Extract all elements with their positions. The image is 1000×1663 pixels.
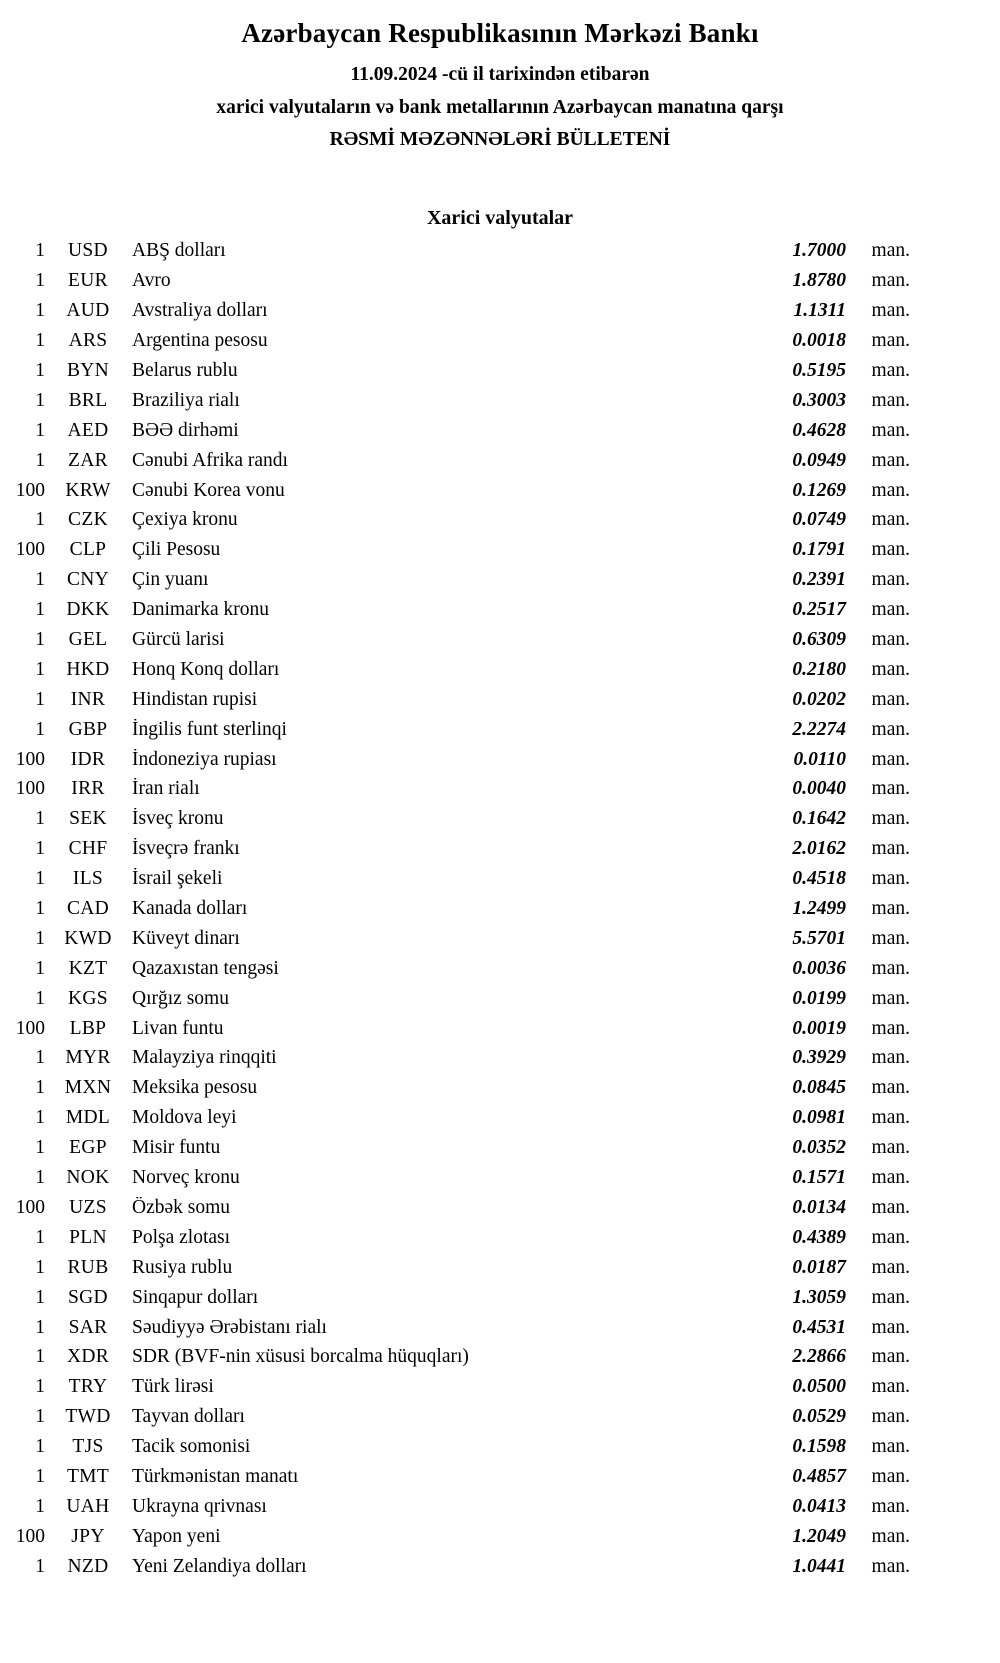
- currency-unit: 1: [35, 1406, 45, 1428]
- currency-row: [0, 715, 910, 745]
- currency-rate: 0.0352: [792, 1137, 846, 1159]
- currency-code: GBP: [68, 718, 108, 740]
- currency-row: [0, 1492, 910, 1522]
- currency-unit: 1: [35, 1316, 45, 1338]
- rate-suffix: man.: [871, 1406, 910, 1428]
- currency-unit: 1: [35, 330, 45, 352]
- currency-code: MDL: [65, 1107, 111, 1129]
- currency-rate: 1.8780: [792, 270, 846, 292]
- currency-code: TWD: [65, 1406, 111, 1428]
- currency-unit: 1: [35, 1256, 45, 1278]
- currency-rate: 0.0040: [792, 778, 846, 800]
- currency-row: [0, 894, 910, 924]
- currency-name: Hindistan rupisi: [132, 688, 258, 710]
- rate-suffix: man.: [871, 1167, 910, 1189]
- currency-rate: 0.0981: [792, 1107, 846, 1129]
- currency-code: EUR: [68, 270, 108, 292]
- currency-code: MYR: [65, 1047, 111, 1069]
- currency-unit: 1: [35, 898, 45, 920]
- currency-row: [0, 625, 910, 655]
- currency-code: HKD: [66, 658, 110, 680]
- currency-row: [0, 1432, 910, 1462]
- currency-name: Moldova leyi: [132, 1107, 237, 1129]
- currency-rate: 1.1311: [793, 300, 846, 322]
- currency-code: NOK: [66, 1167, 110, 1189]
- currency-code: SEK: [69, 808, 107, 830]
- currency-unit: 1: [35, 419, 45, 441]
- currency-name: Çili Pesosu: [132, 539, 221, 561]
- currency-code: TJS: [72, 1436, 104, 1458]
- rate-suffix: man.: [871, 1436, 910, 1458]
- currency-name: Danimarka kronu: [132, 599, 269, 621]
- currency-unit: 1: [35, 868, 45, 890]
- rate-suffix: man.: [871, 1286, 910, 1308]
- currency-code: JPY: [71, 1525, 105, 1547]
- currency-code: ZAR: [68, 449, 108, 471]
- currency-code: KGS: [68, 987, 108, 1009]
- currency-code: BYN: [66, 360, 110, 381]
- currency-code: DKK: [66, 599, 110, 621]
- currency-code: CZK: [68, 509, 108, 531]
- currency-rate: 0.2180: [792, 658, 846, 680]
- currency-row: [0, 1193, 910, 1223]
- currency-unit: 1: [35, 957, 45, 979]
- currency-unit: 1: [35, 658, 45, 680]
- currency-rate: 0.4857: [792, 1465, 846, 1487]
- currency-rate: 0.0949: [792, 449, 846, 471]
- currency-row: [0, 834, 910, 864]
- currency-code: CHF: [68, 838, 108, 860]
- rate-suffix: man.: [871, 240, 910, 262]
- rate-suffix: man.: [871, 838, 910, 860]
- currency-row: [0, 984, 910, 1014]
- currency-name: İndoneziya rupiası: [132, 748, 277, 770]
- currency-name: Argentina pesosu: [132, 330, 268, 352]
- currency-unit: 100: [15, 539, 45, 561]
- currency-unit: 1: [35, 1226, 45, 1248]
- rate-suffix: man.: [871, 748, 910, 770]
- currency-code: GEL: [68, 629, 108, 651]
- rate-suffix: man.: [871, 509, 910, 531]
- rate-suffix: man.: [871, 868, 910, 890]
- rate-suffix: man.: [871, 1226, 910, 1248]
- currency-code: ARS: [68, 330, 108, 352]
- currency-name: Küveyt dinarı: [132, 927, 240, 949]
- currency-rate: 1.2499: [792, 898, 846, 920]
- currency-unit: 1: [35, 1107, 45, 1129]
- currency-row: [0, 745, 910, 775]
- currency-rate: 0.0018: [792, 330, 846, 352]
- currency-code: SAR: [68, 1316, 108, 1338]
- currency-name: Gürcü larisi: [132, 629, 225, 651]
- rate-suffix: man.: [871, 330, 910, 352]
- currency-code: TMT: [66, 1465, 110, 1487]
- currency-unit: 1: [35, 599, 45, 621]
- rate-suffix: man.: [871, 1495, 910, 1517]
- currency-code: MXN: [64, 1077, 112, 1099]
- currency-rate: 0.0036: [792, 957, 846, 979]
- currency-unit: 1: [35, 838, 45, 860]
- currency-name: Yapon yeni: [132, 1525, 221, 1547]
- currency-row: [0, 326, 910, 356]
- currency-name: Sinqapur dolları: [132, 1286, 259, 1308]
- currency-name: Livan funtu: [132, 1017, 224, 1039]
- currency-rate: 1.0441: [792, 1555, 846, 1577]
- currency-rate: 0.4628: [792, 419, 846, 441]
- currency-row: [0, 1223, 910, 1253]
- currency-unit: 100: [15, 1017, 45, 1039]
- rate-suffix: man.: [871, 360, 910, 381]
- rate-suffix: man.: [871, 957, 910, 979]
- currency-row: [0, 1552, 910, 1582]
- rate-suffix: man.: [871, 1256, 910, 1278]
- rate-suffix: man.: [871, 658, 910, 680]
- rate-suffix: man.: [871, 927, 910, 949]
- currency-unit: 1: [35, 688, 45, 710]
- currency-code: USD: [68, 240, 108, 262]
- rate-suffix: man.: [871, 599, 910, 621]
- currency-row: [0, 595, 910, 625]
- rate-suffix: man.: [871, 1137, 910, 1159]
- subtitle-line: xarici valyutaların və bank metallarının Azərbaycan manatına qarşı: [216, 96, 784, 118]
- currency-name: Özbək somu: [132, 1196, 231, 1218]
- rate-suffix: man.: [871, 1017, 910, 1039]
- currency-row: [0, 864, 910, 894]
- currency-code: KRW: [65, 479, 111, 501]
- currency-rate: 0.0202: [792, 688, 846, 710]
- currency-row: [0, 1073, 910, 1103]
- currency-rate: 0.4531: [792, 1316, 846, 1338]
- currency-rate: 1.3059: [792, 1286, 846, 1308]
- currency-rate: 2.0162: [792, 838, 846, 860]
- currency-name: Polşa zlotası: [132, 1226, 231, 1248]
- rate-suffix: man.: [871, 419, 910, 441]
- bulletin-header: [0, 0, 1000, 157]
- currency-unit: 100: [15, 1196, 45, 1218]
- currency-row: [0, 356, 910, 386]
- rate-suffix: man.: [871, 1077, 910, 1099]
- currency-rate: 0.1791: [792, 539, 846, 561]
- currency-rate: 0.0187: [792, 1256, 846, 1278]
- currency-rate: 1.7000: [792, 240, 846, 262]
- currency-unit: 1: [35, 300, 45, 322]
- currency-row: [0, 565, 910, 595]
- currency-row: [0, 655, 910, 685]
- currency-code: KZT: [68, 957, 108, 979]
- effective-date-line: 11.09.2024 -cü il tarixindən etibarən: [350, 64, 650, 85]
- rate-suffix: man.: [871, 987, 910, 1009]
- currency-name: Malayziya rinqqiti: [132, 1047, 277, 1069]
- currency-row: [0, 924, 910, 954]
- currency-unit: 1: [35, 1495, 45, 1517]
- currency-rate: 0.0529: [792, 1406, 846, 1428]
- currency-unit: 1: [35, 270, 45, 292]
- currency-unit: 1: [35, 1167, 45, 1189]
- currency-row: [0, 804, 910, 834]
- currency-rate: 0.0845: [792, 1077, 846, 1099]
- currency-row: [0, 237, 910, 267]
- currency-name: Cənubi Korea vonu: [132, 479, 285, 501]
- currency-rate: 0.0500: [792, 1376, 846, 1398]
- currency-unit: 1: [35, 1286, 45, 1308]
- rate-suffix: man.: [871, 389, 910, 411]
- rate-suffix: man.: [871, 718, 910, 740]
- currency-rate: 2.2274: [792, 718, 846, 740]
- currency-name: Qazaxıstan tengəsi: [132, 957, 279, 979]
- currency-unit: 1: [35, 927, 45, 949]
- currency-rate: 0.5195: [792, 360, 846, 381]
- currency-row: [0, 954, 910, 984]
- currency-rate: 0.2391: [792, 569, 846, 591]
- currency-row: [0, 685, 910, 715]
- currency-code: PLN: [69, 1226, 107, 1248]
- currency-name: Qırğız somu: [132, 987, 229, 1009]
- currency-rate: 1.2049: [792, 1525, 846, 1547]
- currency-name: Türk lirəsi: [132, 1376, 214, 1398]
- rate-suffix: man.: [871, 539, 910, 561]
- currency-unit: 1: [35, 509, 45, 531]
- currency-row: [0, 266, 910, 296]
- currency-code: CAD: [66, 898, 110, 920]
- rate-suffix: man.: [871, 1465, 910, 1487]
- currency-name: Türkmənistan manatı: [132, 1465, 299, 1487]
- currency-rate: 0.6309: [792, 629, 846, 651]
- currency-name: İran rialı: [132, 778, 200, 800]
- currency-name: ABŞ dolları: [132, 240, 226, 262]
- currency-name: Norveç kronu: [132, 1167, 240, 1189]
- currency-unit: 100: [15, 778, 45, 800]
- currency-name: Meksika pesosu: [132, 1077, 258, 1099]
- currency-unit: 100: [15, 479, 45, 501]
- currency-name: Çin yuanı: [132, 569, 209, 591]
- currency-row: [0, 1103, 910, 1133]
- currency-unit: 1: [35, 629, 45, 651]
- rate-suffix: man.: [871, 629, 910, 651]
- currency-row: [0, 1163, 910, 1193]
- currency-row: [0, 1462, 910, 1492]
- currency-name: Avro: [132, 270, 171, 292]
- currency-name: Çexiya kronu: [132, 509, 238, 531]
- rate-suffix: man.: [871, 1196, 910, 1218]
- currency-rate: 0.1598: [792, 1436, 846, 1458]
- bank-title: Azərbaycan Respublikasının Mərkəzi Bankı: [241, 18, 759, 48]
- currency-unit: 1: [35, 449, 45, 471]
- currency-row: [0, 1342, 910, 1372]
- rate-suffix: man.: [871, 778, 910, 800]
- rate-suffix: man.: [871, 449, 910, 471]
- rate-suffix: man.: [871, 898, 910, 920]
- currency-code: CLP: [69, 539, 107, 561]
- currency-name: Misir funtu: [132, 1137, 221, 1159]
- currency-row: [0, 476, 910, 506]
- currency-row: [0, 416, 910, 446]
- currency-name: İsveçrə frankı: [132, 838, 240, 860]
- currency-name: BƏƏ dirhəmi: [132, 419, 239, 441]
- currency-unit: 1: [35, 1376, 45, 1398]
- currency-name: Tacik somonisi: [132, 1436, 251, 1458]
- currency-unit: 1: [35, 1346, 45, 1368]
- currency-row: [0, 1014, 910, 1044]
- currency-name: Tayvan dolları: [132, 1406, 245, 1428]
- currency-rate: 0.0199: [792, 987, 846, 1009]
- currency-code: BRL: [68, 389, 108, 411]
- currency-code: NZD: [67, 1555, 109, 1577]
- rate-suffix: man.: [871, 688, 910, 710]
- rate-suffix: man.: [871, 1555, 910, 1577]
- currency-name: Kanada dolları: [132, 898, 248, 920]
- rate-suffix: man.: [871, 808, 910, 830]
- currency-name: Səudiyyə Ərəbistanı rialı: [132, 1316, 327, 1338]
- currency-rate: 0.0134: [792, 1196, 846, 1218]
- currency-code: IRR: [71, 778, 105, 800]
- currency-row: [0, 1133, 910, 1163]
- rate-suffix: man.: [871, 479, 910, 501]
- currency-name: SDR (BVF-nin xüsusi borcalma hüquqları): [132, 1346, 469, 1368]
- currency-unit: 1: [35, 240, 45, 262]
- currency-row: [0, 296, 910, 326]
- currency-row: [0, 506, 910, 536]
- currency-unit: 1: [35, 718, 45, 740]
- rate-suffix: man.: [871, 1107, 910, 1129]
- currency-unit: 1: [35, 987, 45, 1009]
- currency-name: İsveç kronu: [132, 808, 224, 830]
- rate-suffix: man.: [871, 1525, 910, 1547]
- currency-unit: 1: [35, 360, 45, 381]
- currency-rate: 0.3929: [792, 1047, 846, 1069]
- currency-unit: 1: [35, 1077, 45, 1099]
- currency-code: AUD: [66, 300, 110, 322]
- currency-code: AED: [67, 419, 109, 441]
- currency-rate: 0.0413: [792, 1495, 846, 1517]
- currency-name: Yeni Zelandiya dolları: [132, 1555, 307, 1577]
- currency-row: [0, 1372, 910, 1402]
- currency-code: EGP: [69, 1137, 107, 1159]
- currency-code: KWD: [64, 927, 112, 949]
- currency-name: Ukrayna qrivnası: [132, 1495, 267, 1517]
- currency-code: UZS: [69, 1196, 107, 1218]
- rate-suffix: man.: [871, 270, 910, 292]
- currency-row: [0, 1253, 910, 1283]
- currency-rate: 0.0110: [793, 748, 846, 770]
- currency-name: İsrail şekeli: [132, 868, 223, 890]
- rate-suffix: man.: [871, 1316, 910, 1338]
- currency-row: [0, 775, 910, 805]
- currency-row: [0, 1522, 910, 1552]
- currency-name: Braziliya rialı: [132, 389, 240, 411]
- currency-name: Avstraliya dolları: [132, 300, 268, 322]
- currency-rate: 0.4389: [792, 1226, 846, 1248]
- currency-unit: 1: [35, 1465, 45, 1487]
- rate-suffix: man.: [871, 1047, 910, 1069]
- currency-unit: 100: [15, 1525, 45, 1547]
- currency-rate: 0.0019: [792, 1017, 846, 1039]
- currency-unit: 1: [35, 1555, 45, 1577]
- currency-row: [0, 535, 910, 565]
- currency-rate: 0.3003: [792, 389, 846, 411]
- currency-unit: 1: [35, 808, 45, 830]
- currency-code: ILS: [72, 868, 104, 890]
- currency-rate: 0.2517: [792, 599, 846, 621]
- currency-unit: 1: [35, 1047, 45, 1069]
- currency-name: Belarus rublu: [132, 360, 238, 381]
- currency-rate: 0.0749: [792, 509, 846, 531]
- rate-suffix: man.: [871, 300, 910, 322]
- currency-rate: 2.2866: [792, 1346, 846, 1368]
- currency-name: Rusiya rublu: [132, 1256, 233, 1278]
- currency-code: INR: [70, 688, 106, 710]
- section-title: Xarici valyutalar: [426, 206, 574, 229]
- currency-code: CNY: [66, 569, 110, 591]
- currency-row: [0, 446, 910, 476]
- currency-row: [0, 1402, 910, 1432]
- currency-row: [0, 1313, 910, 1343]
- currency-row: [0, 386, 910, 416]
- rate-suffix: man.: [871, 1346, 910, 1368]
- currency-name: Honq Konq dolları: [132, 658, 280, 680]
- currency-code: LBP: [69, 1017, 107, 1039]
- currency-unit: 1: [35, 1137, 45, 1159]
- currency-rate: 0.1269: [792, 479, 846, 501]
- currency-unit: 1: [35, 569, 45, 591]
- bulletin-title-line: RƏSMİ MƏZƏNNƏLƏRİ BÜLLETENİ: [329, 129, 671, 150]
- currency-code: TRY: [68, 1376, 108, 1398]
- currency-rate: 5.5701: [792, 927, 846, 949]
- currency-name: İngilis funt sterlinqi: [132, 718, 287, 740]
- currency-table: [0, 237, 910, 1582]
- currency-row: [0, 1283, 910, 1313]
- currency-code: UAH: [66, 1495, 110, 1517]
- currency-unit: 1: [35, 1436, 45, 1458]
- rate-suffix: man.: [871, 1376, 910, 1398]
- currency-rate: 0.1571: [792, 1167, 846, 1189]
- currency-rate: 0.1642: [792, 808, 846, 830]
- currency-unit: 100: [15, 748, 45, 770]
- currency-code: SGD: [68, 1286, 108, 1308]
- currency-unit: 1: [35, 389, 45, 411]
- currency-code: IDR: [70, 748, 106, 770]
- currency-rate: 0.4518: [792, 868, 846, 890]
- currency-code: RUB: [67, 1256, 109, 1278]
- currency-row: [0, 1044, 910, 1074]
- currency-name: Cənubi Afrika randı: [132, 449, 288, 471]
- currency-code: XDR: [66, 1346, 110, 1368]
- rate-suffix: man.: [871, 569, 910, 591]
